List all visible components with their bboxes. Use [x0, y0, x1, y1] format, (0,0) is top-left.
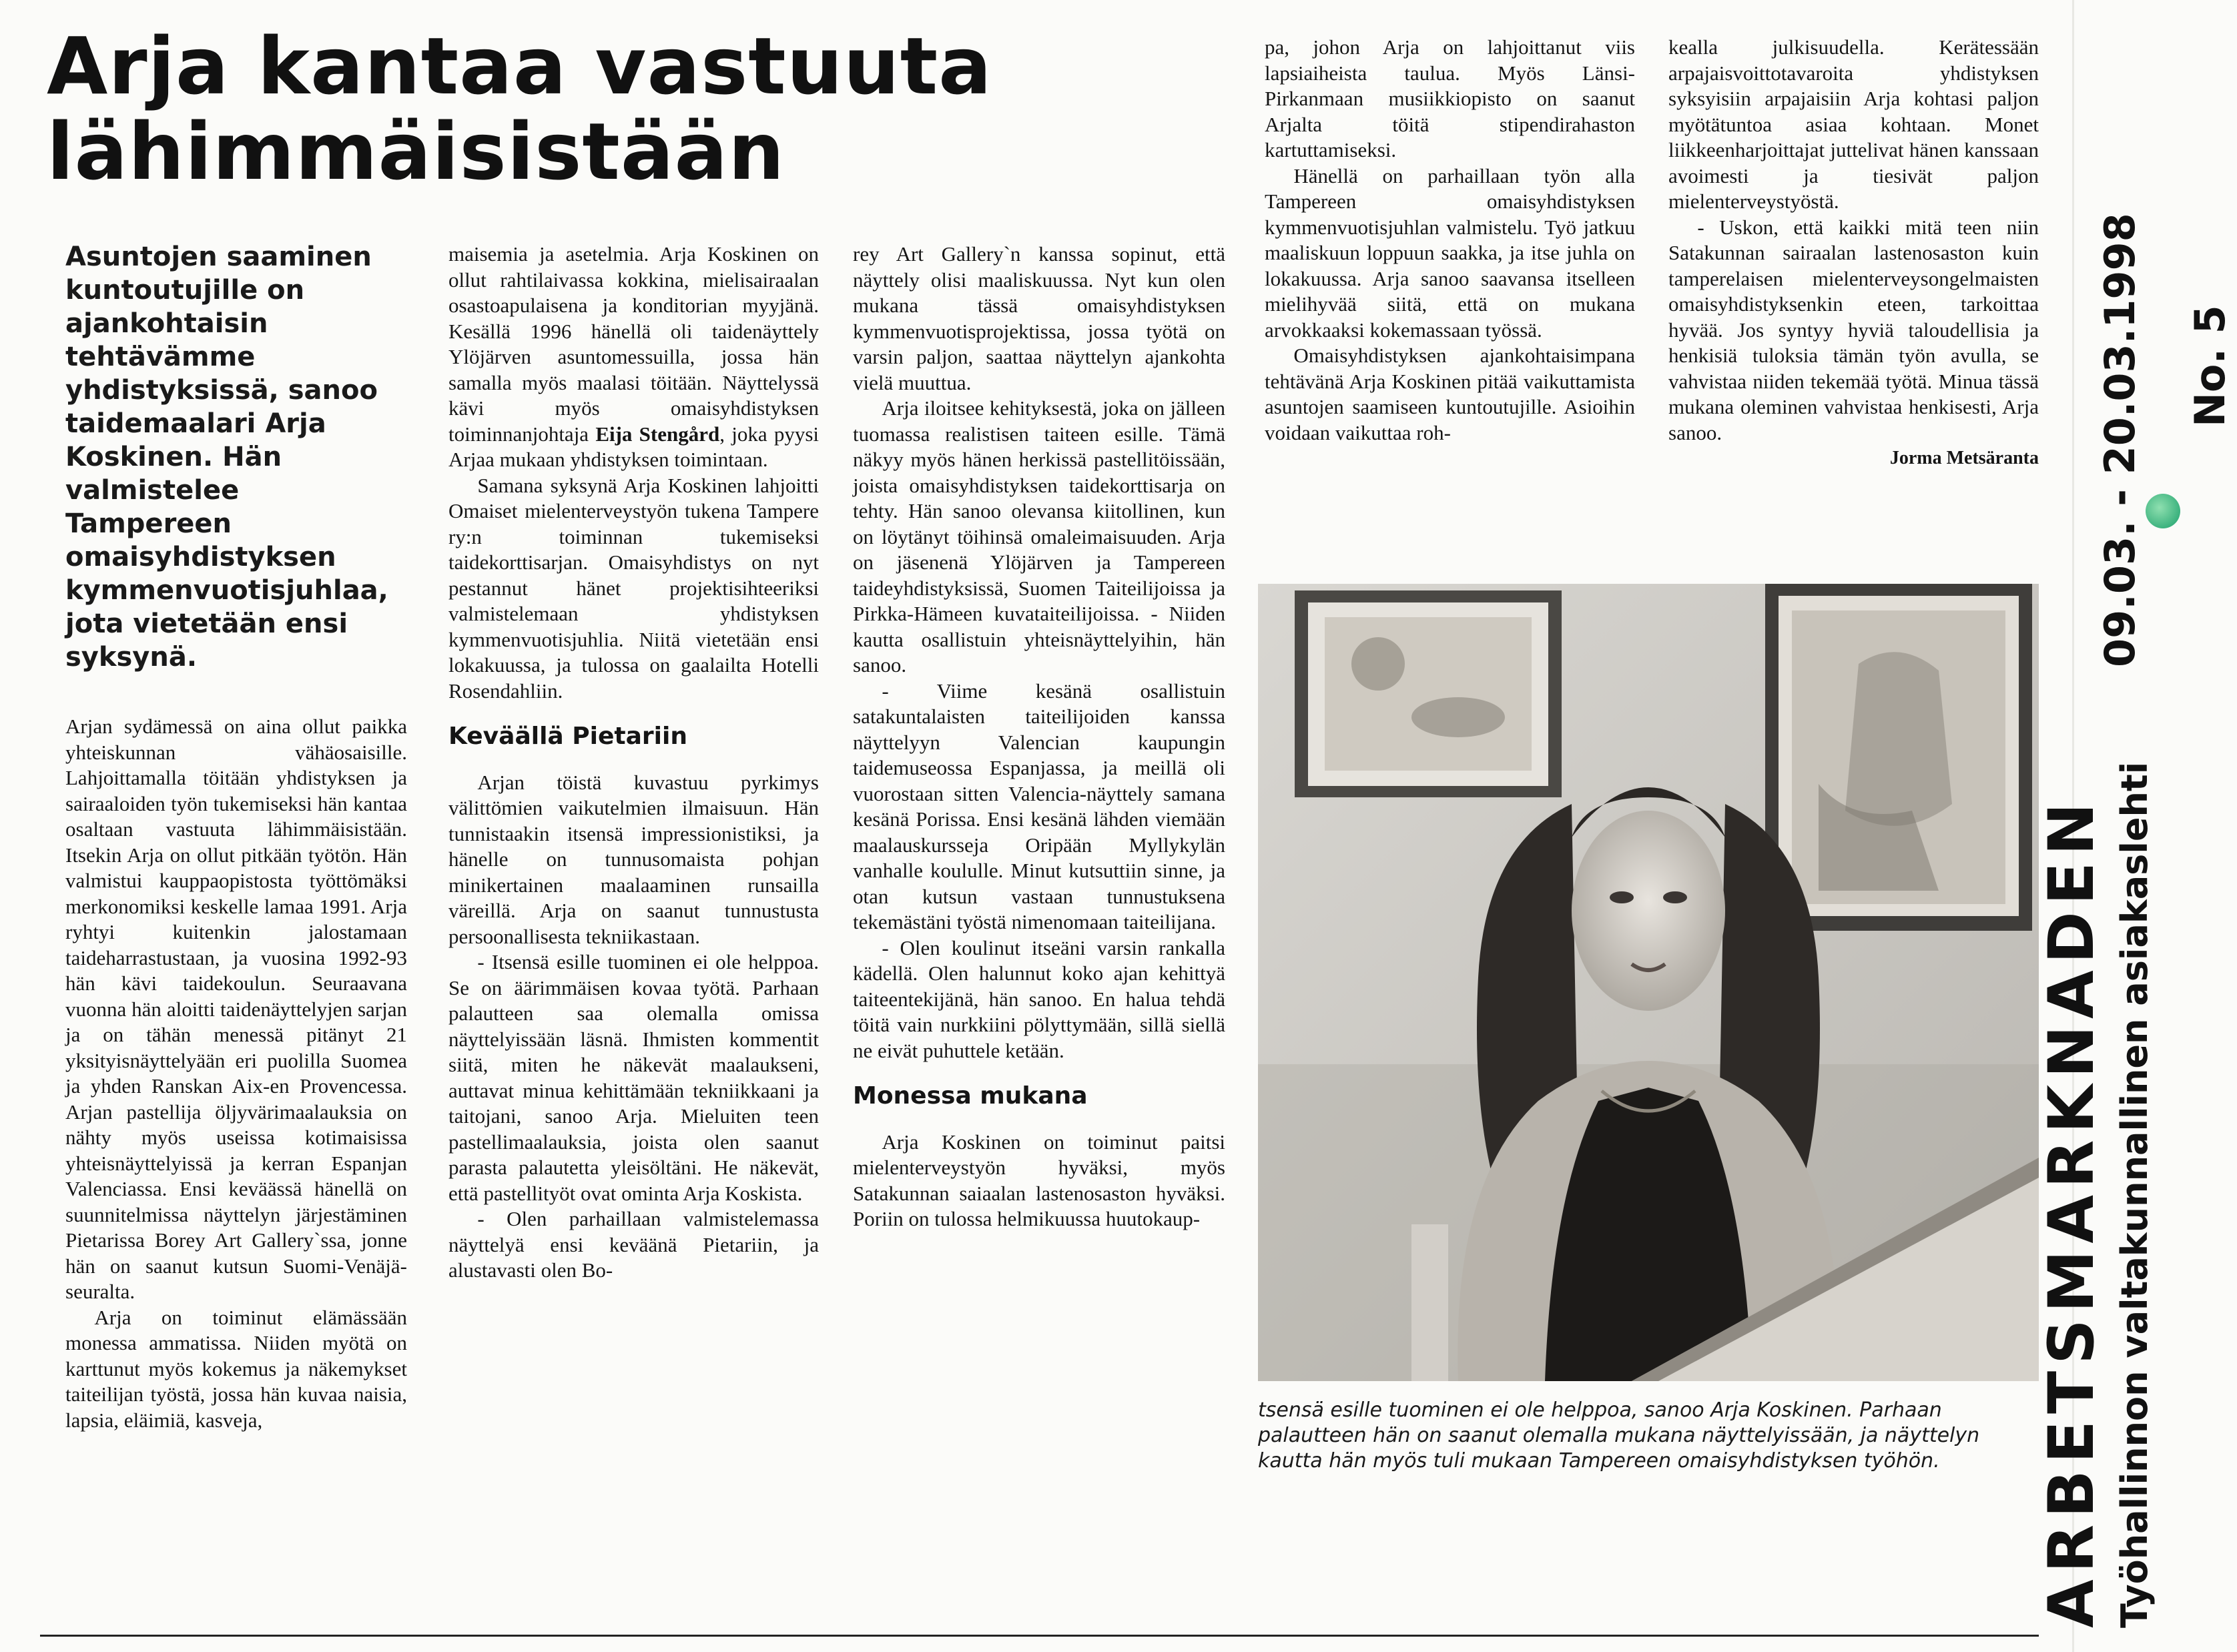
masthead-subtitle: Työhallinnon valtakunnallinen asiakaslehti	[2114, 761, 2156, 1628]
paragraph: - Itsensä esille tuominen ei ole helppoa. Se on äärimmäisen kovaa työtä. Parhaan palautteen saa olemalla omissa näyttelyissään läsnä. Ihmisten kommentit siitä, miten he näkevät maalaukseni, auttavat minua kehittämään tekniikkaani ja taitojani, sanoo Arja. Mieluiten teen pastellimaalauksia, joista olen saanut parasta palautetta yleisöltäni. He näkevät, että pastellityöt ovat ominta Arja Koskista.	[448, 950, 819, 1205]
paragraph: - Uskon, että kaikki mitä teen niin Satakunnan sairaalan lastenosaston kuin tamperelaisen mielenterveysongelmaisten omaisyhdistyksenkin eteen, tarkoittaa hyvää. Jos syntyy hyviä taloudellisia ja henkisiä tuloksia tämän työn avulla, se vahvistaa niiden tekemää työtä. Minua tässä mukana oleminen vahvistaa henkisesti, Arja sanoo.	[1668, 215, 2039, 444]
bottom-rule	[40, 1635, 2039, 1637]
article-column-1	[65, 714, 407, 1433]
paragraph	[448, 242, 819, 473]
subheading: Monessa mukana	[853, 1082, 1088, 1110]
chair-back	[1411, 1224, 1448, 1381]
paragraph: - Viime kesänä osallistuin satakuntalaisten taiteilijoiden kanssa näyttelyyn Valencian kaupungin taidemuseossa Espanjassa, ja meillä oli vuorostaan sitten Valencia-näyttely samana kesänä Porissa. Ensi kesänä lähden viemään maalauskursseja Oripään Myllykylän vanhalle koululle. Minut kutsuttiin sinne, ja otan kutsun vastaan tunnustuksena tekemästäni työstä nimenomaan taiteilijana.	[853, 679, 1225, 933]
article-column-4	[1265, 35, 1635, 446]
text: maisemia ja asetelmia. Arja Koskinen on ollut rahtilaivassa kokkina, mielisairaalan osastoapulaisena ja konditorian myyjänä. Kesällä 1996 hänellä oli taidenäyttely Ylöjärven asuntomessuilla, jossa hän samalla myös maalasi töitään. Näyttelyssä kävi myös omaisyhdistyksen toiminnanjohtaja	[448, 242, 819, 446]
headline-line-2: lähimmäisistään	[47, 105, 785, 197]
author-signature: Jorma Metsäranta	[1889, 448, 2039, 468]
paragraph: Hänellä on parhaillaan työn alla Tampereen omaisyhdistyksen kymmenvuotisjuhlan valmistelu. Työ jatkuu maaliskuun loppuun saakka, ja itse juhla on lokakuussa. Arja sanoo saavansa itselleen mielihyvää siitä, että on mukana arvokkaaksi kokemassaan työssä.	[1265, 163, 1635, 342]
person-name: Eija Stengård	[595, 422, 720, 446]
paragraph: kealla julkisuudella. Kerätessään arpajaisvoittotavaroita yhdistyksen syksyisiin arpajaisiin Arja kohtasi paljon myötätuntoa asiaa kohtaan. Monet liikkeenharjoittajat juttelivat hänen kanssaan avoimesti ja tiesivät paljon mielenterveystyöstä.	[1668, 35, 2039, 213]
paragraph: Arjan sydämessä on aina ollut paikka yhteiskunnan vähäosaisille. Lahjoittamalla töitään yhdistyksen ja sairaaloiden työn tukemiseksi hän kantaa osaltaan vastuuta lähimmäisistään. Itsekin Arja on ollut pitkään työtön. Hän valmistui kauppaopistosta työttömäksi merkonomiksi keskelle lamaa 1991. Arja ryhtyi kuitenkin jalostamaan taideharrastustaan, ja vuosina 1992-93 hän kävi taidekoulun. Seuraavana vuonna hän aloitti taidenäyttelyjen sarjan ja on tähän menessä pitänyt 21 yksityisnäyttelyään eri puolilla Suomea ja yhden Ranskan Aix-en Provencessa. Arjan pastellija öljyvärimaalauksia on nähty myös useissa kotimaisissa yhteisnäyttelyissä ja kerran Espanjan Valenciassa. Ensi keväässä hänellä on suunnitelmissa näyttelyn järjestäminen Pietarissa Borey Art Gallery`ssa, jonne hän on saanut kutsun Suomi-Venäjä-seuralta.	[65, 715, 407, 1303]
issue-dates: 09.03. - 20.03.1998	[2096, 213, 2144, 667]
paragraph: Arja on toiminut elämässään monessa ammatissa. Niiden myötä on karttunut myös kokemus ja näkemykset taiteilijan työstä, jossa hän kuvaa naisia, lapsia, eläimiä, kasveja,	[65, 1305, 407, 1432]
photo-caption: tsensä esille tuominen ei ole helppoa, sanoo Arja Koskinen. Parhaan palautteen hän on saanut olemalla mukana näyttelyissään, ja näyttelyn kautta hän myös tuli mukaan Tampereen omaisyhdistyksen työhön.	[1258, 1398, 1980, 1473]
subheading: Keväällä Pietariin	[448, 723, 687, 750]
paragraph: Arja Koskinen on toiminut paitsi mielenterveystyön hyväksi, myös Satakunnan saiaalan lastenosaston hyväksi. Poriin on tulossa helmikuussa huutokaup-	[853, 1130, 1225, 1230]
text: , joka pyysi Arjaa mukaan yhdistyksen toimintaan.	[448, 422, 819, 471]
paragraph: - Olen koulinut itseäni varsin rankalla kädellä. Olen halunnut koko ajan kehittyä taiteentekijänä, hän sanoo. En halua tehdä töitä vain nurkkiini pölyttymään, sillä siellä ne eivät puhuttele ketään.	[853, 935, 1225, 1062]
framed-painting-right	[1765, 584, 2032, 931]
lead-paragraph: Asuntojen saaminen kuntoutujille on ajankohtaisin tehtävämme yhdistyksissä, sanoo taidemaalari Arja Koskinen. Hän valmistelee Tampereen omaisyhdistyksen kymmenvuotisjuhlaa, jota vietetään ensi syksynä.	[65, 242, 388, 673]
paragraph: Arjan töistä kuvastuu pyrkimys välittömien vaikutelmien ilmaisuun. Hän tunnistaakin itsensä impressionistiksi, ja hänelle on tunnusomaista pohjan minikertainen maalaaminen runsailla väreillä. Arja on saanut tunnustusta persoonallisesta tekniikastaan.	[448, 770, 819, 948]
headline-line-1: Arja kantaa vastuuta	[47, 20, 992, 112]
paragraph: Samana syksynä Arja Koskinen lahjoitti Omaiset mielenterveystyön tukena Tampere ry:n toiminnan tukemiseksi taidekorttisarjan. Omaisyhdistys on nyt pestannut hänet projektisihteeriksi valmistelemaan yhdistyksen kymmenvuotisjuhlia. Niitä vietetään ensi lokakuussa, ja tulossa on gaalailta Hotelli Rosendahliin.	[448, 473, 819, 703]
framed-painting-left	[1295, 590, 1562, 797]
issue-number: No. 5	[2186, 305, 2234, 427]
article-column-2	[448, 242, 819, 1284]
paragraph: - Olen parhaillaan valmistelemassa näyttelyä ensi keväänä Pietariin, ja alustavasti olen Bo-	[448, 1207, 819, 1282]
paragraph: pa, johon Arja on lahjoittanut viis lapsiaiheista taulua. Myös Länsi-Pirkanmaan musiikkiopisto on saanut Arjalta töitä stipendirahaston kartuttamiseksi.	[1265, 35, 1635, 161]
paragraph: Arja iloitsee kehityksestä, joka on jälleen tuomassa realistisen taiteen esille. Tämä näkyy myös hänen herkissä pastellitöissään, joista omaisyhdistyksen taidekorttisarja on tehty. Hän sanoo olevansa kiitollinen, kun on löytänyt töihinsä omaleimaisuuden. Arja on jäsenenä Ylöjärven ja Tampereen taideyhdistyksissä, Suomen Taiteilijoissa ja Pirkka-Hämeen kuvataiteilijoissa. - Niiden kautta osallistuin yhteisnäyttelyihin, hän sanoo.	[853, 396, 1225, 677]
headline	[47, 20, 1181, 197]
paragraph: rey Art Gallery`n kanssa sopinut, että näyttely olisi maaliskuussa. Nyt kun olen mukana tässä omaisyhdistyksen kymmenvuotisprojektissa, jossa työtä on varsin paljon, saattaa näyttelyn ajankohta vielä muuttua.	[853, 242, 1225, 394]
article-column-5	[1668, 35, 2039, 472]
woman-figure	[1458, 787, 1839, 1381]
photo-artist-portrait	[1258, 584, 2039, 1381]
masthead-title: ARBETSMARKNADEN	[2035, 796, 2108, 1628]
article-column-3	[853, 242, 1225, 1232]
green-dot-icon	[2146, 494, 2180, 528]
masthead	[2035, 762, 2156, 1628]
paragraph: Omaisyhdistyksen ajankohtaisimpana tehtävänä Arja Koskinen pitää vaikuttamista asuntojen saamiseen kuntoutujille. Asioihin voidaan vaikuttaa roh-	[1265, 344, 1635, 444]
